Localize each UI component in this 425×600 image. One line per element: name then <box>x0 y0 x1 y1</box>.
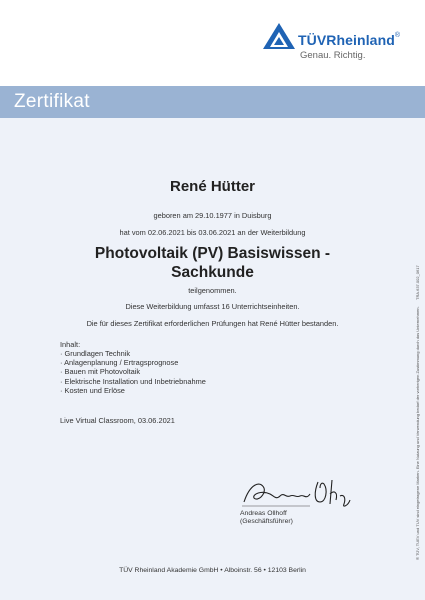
recipient-name: René Hütter <box>169 178 255 195</box>
birth-line: geboren am 29.10.1977 in Duisburg <box>153 211 272 220</box>
contents-list <box>60 349 206 395</box>
signer-role: (Geschäftsführer) <box>240 518 293 526</box>
signer-name: Andreas Ollhoff <box>240 510 287 517</box>
signer-block <box>240 510 293 526</box>
participated-line: teilgenommen. <box>188 286 237 295</box>
footer-address: TÜV Rheinland Akademie GmbH • Alboinstr. 56 • 12103 Berlin <box>119 567 306 574</box>
form-code: TRA.637.002_0617 <box>415 265 420 300</box>
list-item: · Bauen mit Photovoltaik <box>60 367 206 376</box>
course-title-line1: Photovoltaik (PV) Basiswissen - <box>94 245 331 262</box>
place-date: Live Virtual Classroom, 03.06.2021 <box>60 416 175 425</box>
course-title <box>0 244 425 282</box>
contents-heading: Inhalt: <box>60 340 81 349</box>
page-title: Zertifikat <box>14 91 90 112</box>
list-item: · Kosten und Erlöse <box>60 386 206 395</box>
brand-name: TÜVRheinland® <box>298 32 401 48</box>
period-line: hat vom 02.06.2021 bis 03.06.2021 an der Weiterbildung <box>119 228 306 237</box>
units-line: Diese Weiterbildung umfasst 16 Unterrichtseinheiten. <box>125 302 300 311</box>
signature-image <box>240 476 360 510</box>
course-title-line2: Sachkunde <box>171 264 254 281</box>
tuv-logo <box>262 22 412 66</box>
list-item: · Elektrische Installation und Inbetriebnahme <box>60 377 206 386</box>
list-item: · Grundlagen Technik <box>60 349 206 358</box>
trademark-note: ® TÜV, TUEV und TUV sind eingetragene Marken. Eine Nutzung und Verwendung bedarf der vorherigen Zustimmung durch das Unternehmen. <box>415 306 420 560</box>
triangle-logo-icon <box>262 22 296 50</box>
exam-line: Die für dieses Zertifikat erforderlichen Prüfungen hat René Hütter bestanden. <box>86 319 339 328</box>
title-band <box>0 86 425 118</box>
brand-tagline: Genau. Richtig. <box>300 50 366 61</box>
list-item: · Anlagenplanung / Ertragsprognose <box>60 358 206 367</box>
